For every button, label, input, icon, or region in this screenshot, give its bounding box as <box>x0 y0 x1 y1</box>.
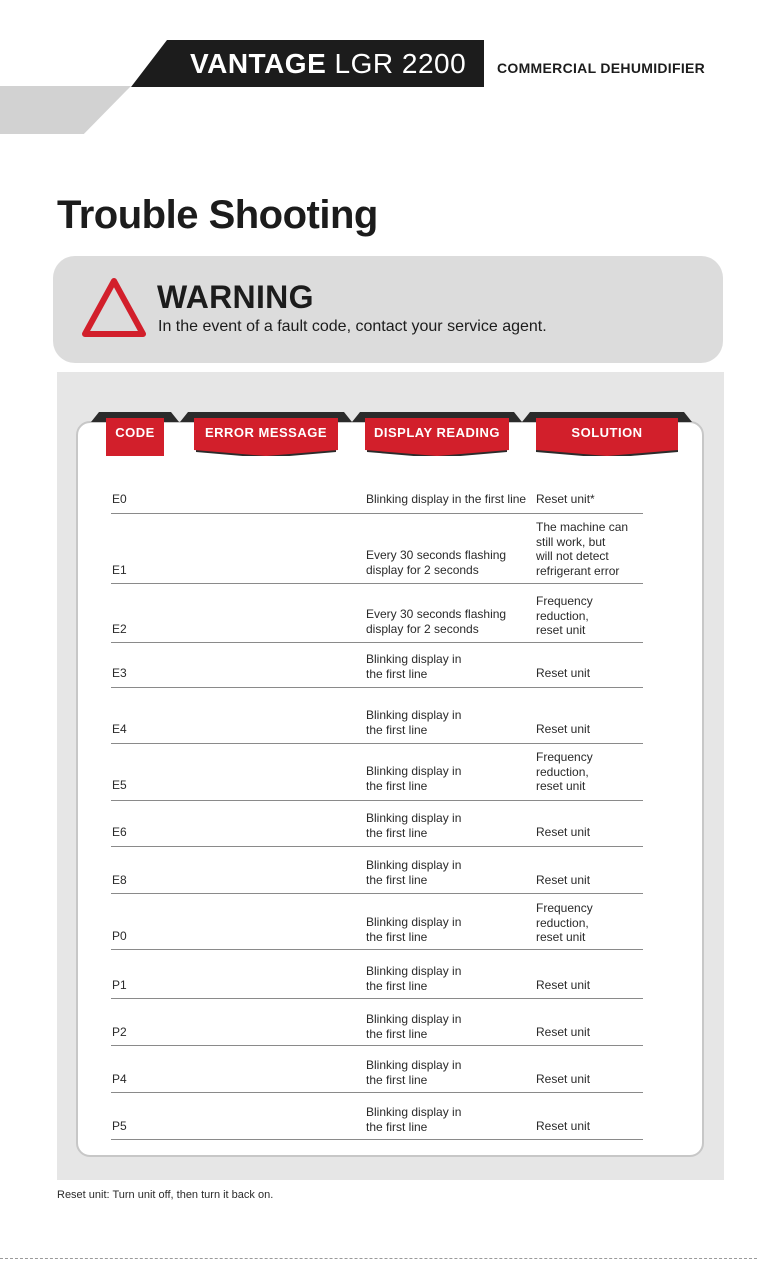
row-code: E4 <box>112 722 127 736</box>
row-code: E1 <box>112 563 127 577</box>
row-display: Blinking display in the first line <box>366 652 462 681</box>
row-divider <box>111 800 643 801</box>
footnote: Reset unit: Turn unit off, then turn it back on. <box>57 1189 274 1201</box>
row-solution: Reset unit <box>536 1025 591 1039</box>
brand-name: VANTAGE <box>190 48 327 79</box>
row-code: E8 <box>112 873 127 887</box>
header-subtitle: COMMERCIAL DEHUMIDIFIER <box>497 60 706 76</box>
header-gray-tab <box>0 86 131 134</box>
row-display: Every 30 seconds flashing display for 2 seconds <box>366 548 507 577</box>
row-display: Blinking display in the first line <box>366 964 462 993</box>
header-display-reading-label: DISPLAY READING <box>374 425 500 440</box>
header <box>0 0 757 140</box>
row-divider <box>111 1045 643 1046</box>
page-title: Trouble Shooting <box>57 193 378 237</box>
row-solution: Reset unit <box>536 825 591 839</box>
header-code-label: CODE <box>115 425 155 440</box>
row-code: E3 <box>112 666 127 680</box>
page-bottom-rule <box>0 1258 757 1259</box>
header-code <box>91 412 179 456</box>
row-divider <box>111 687 643 688</box>
row-divider <box>111 1092 643 1093</box>
row-solution: Frequency reduction, reset unit <box>536 901 593 944</box>
row-divider <box>111 513 643 514</box>
row-code: E5 <box>112 778 127 792</box>
row-divider <box>111 998 643 999</box>
header-solution <box>522 412 692 456</box>
header-error-message <box>180 412 352 456</box>
warning-triangle-icon <box>81 277 147 339</box>
row-display: Blinking display in the first line <box>366 858 462 887</box>
row-code: P0 <box>112 929 127 943</box>
row-solution: Frequency reduction, reset unit <box>536 594 593 637</box>
warning-message: In the event of a fault code, contact your service agent. <box>158 318 547 335</box>
header-solution-label: SOLUTION <box>571 425 643 440</box>
row-display: Blinking display in the first line <box>366 1058 462 1087</box>
row-divider <box>111 949 643 950</box>
row-divider <box>111 893 643 894</box>
header-error-message-label: ERROR MESSAGE <box>204 425 328 440</box>
row-solution: Reset unit <box>536 1072 591 1086</box>
warning-title: WARNING <box>157 279 314 315</box>
row-code: E6 <box>112 825 127 839</box>
row-display: Every 30 seconds flashing display for 2 seconds <box>366 607 507 636</box>
row-divider <box>111 846 643 847</box>
row-solution: Reset unit <box>536 722 591 736</box>
row-solution: Reset unit <box>536 978 591 992</box>
row-solution: The machine can still work, but will not detect refrigerant error <box>536 520 629 578</box>
header-display-reading <box>352 412 522 456</box>
row-display: Blinking display in the first line <box>366 1105 462 1134</box>
row-solution: Reset unit <box>536 666 591 680</box>
row-divider <box>111 1139 643 1140</box>
row-code: P1 <box>112 978 127 992</box>
row-divider <box>111 642 643 643</box>
row-display: Blinking display in the first line <box>366 708 462 737</box>
brand-title <box>190 42 466 85</box>
brand-model: LGR 2200 <box>326 48 467 79</box>
row-display: Blinking display in the first line <box>366 915 462 944</box>
row-solution: Reset unit* <box>536 492 595 506</box>
row-divider <box>111 743 643 744</box>
row-code: E0 <box>112 492 127 506</box>
row-code: E2 <box>112 622 127 636</box>
row-divider <box>111 583 643 584</box>
row-display: Blinking display in the first line <box>366 811 462 840</box>
row-code: P2 <box>112 1025 127 1039</box>
row-code: P5 <box>112 1119 127 1133</box>
row-solution: Reset unit <box>536 1119 591 1133</box>
row-display: Blinking display in the first line <box>366 764 462 793</box>
row-solution: Reset unit <box>536 873 591 887</box>
row-display: Blinking display in the first line <box>366 492 527 506</box>
row-display: Blinking display in the first line <box>366 1012 462 1041</box>
warning-box <box>53 256 723 363</box>
row-code: P4 <box>112 1072 127 1086</box>
row-solution: Frequency reduction, reset unit <box>536 750 593 793</box>
